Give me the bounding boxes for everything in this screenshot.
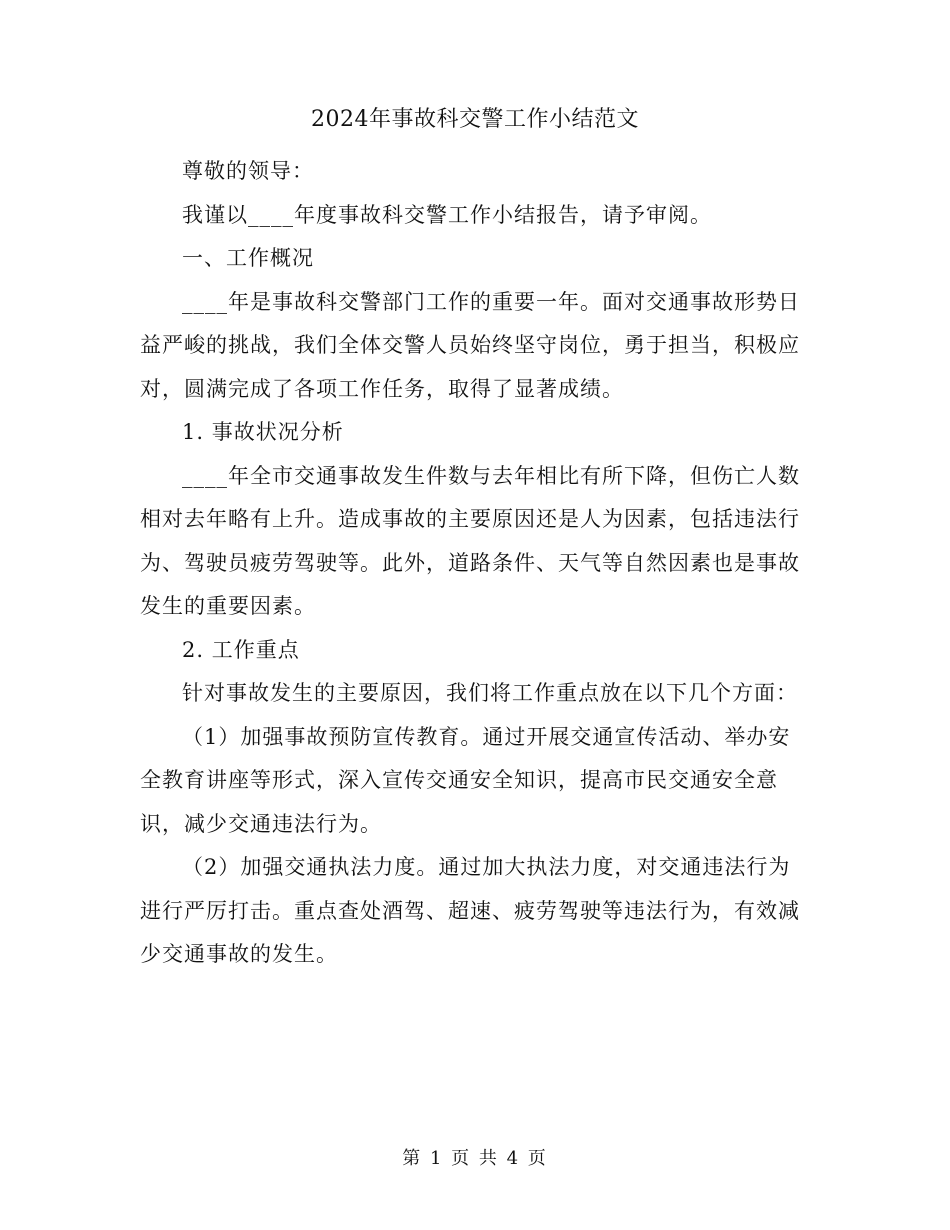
work-focus-paragraph: 针对事故发生的主要原因，我们将工作重点放在以下几个方面：: [182, 681, 798, 705]
subheading-accident-analysis: 1. 事故状况分析: [182, 420, 344, 444]
page-number-footer: 第 1 页 共 4 页: [402, 1148, 548, 1169]
section-heading-overview: 一、工作概况: [182, 246, 314, 270]
subheading-work-focus: 2. 工作重点: [182, 637, 300, 662]
work-focus-item-2: （2）加强交通执法力度。通过加大执法力度，对交通违法行为进行严厉打击。重点查处酒驾、超速、疲劳驾驶等违法行为，有效减少交通事故的发生。: [140, 855, 800, 966]
document-body: [140, 150, 812, 977]
intro-paragraph: 我谨以____年度事故科交警工作小结报告，请予审阅。: [182, 202, 712, 227]
document-title: 2024年事故科交警工作小结范文: [311, 107, 639, 132]
accident-analysis-paragraph: ____年全市交通事故发生件数与去年相比有所下降，但伤亡人数相对去年略有上升。造成事故的主要原因还是人为因素，包括违法行为、驾驶员疲劳驾驶等。此外，道路条件、天气等自然因素也是事故发生的重要因素。: [140, 463, 800, 618]
salutation: 尊敬的领导：: [182, 159, 314, 183]
work-focus-item-1: （1）加强事故预防宣传教育。通过开展交通宣传活动、举办安全教育讲座等形式，深入宣传交通安全知识，提高市民交通安全意识，减少交通违法行为。: [140, 724, 791, 836]
overview-paragraph: ____年是事故科交警部门工作的重要一年。面对交通事故形势日益严峻的挑战，我们全体交警人员始终坚守岗位，勇于担当，积极应对，圆满完成了各项工作任务，取得了显著成绩。: [140, 289, 800, 401]
